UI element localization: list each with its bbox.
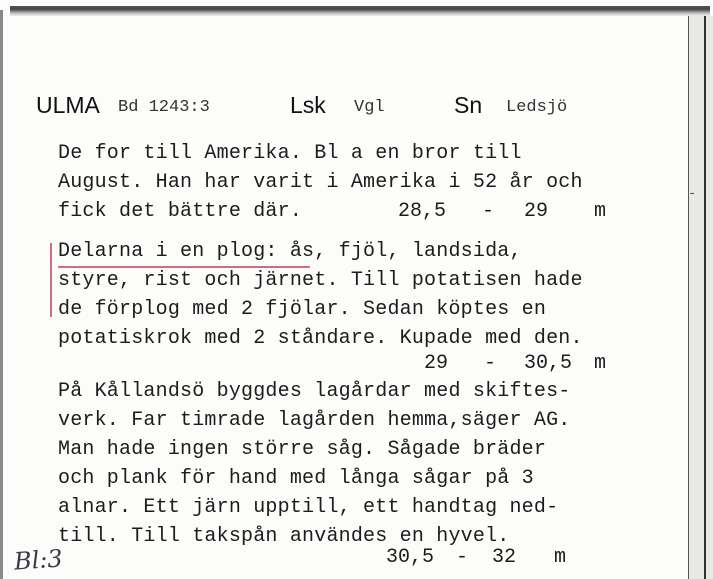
text-line: till. Till takspån användes en hyvel.	[58, 525, 510, 548]
header-lsk-label: Lsk	[290, 92, 326, 118]
card-right-frame-line	[704, 16, 706, 579]
red-margin-line	[50, 243, 52, 317]
range-unit: m	[594, 352, 607, 375]
red-underline	[58, 266, 310, 268]
text-line: alnar. Ett järn upptill, ett handtag ned-	[58, 496, 559, 519]
range-unit: m	[594, 200, 607, 223]
range-end: 32	[492, 546, 517, 569]
range-start: 28,5	[398, 200, 447, 223]
range-separator: -	[482, 200, 495, 223]
range-end: 30,5	[524, 352, 573, 375]
range-end: 29	[524, 200, 549, 223]
card-left-edge	[0, 10, 3, 579]
text-line: och plank för hand med långa sågar på 3	[58, 467, 534, 490]
card-right-frame	[688, 16, 713, 579]
text-line: verk. Far timrade lagården hemma,säger AG.	[58, 409, 571, 432]
range-unit: m	[554, 546, 567, 569]
margin-mark: -	[688, 186, 697, 202]
header-title: ULMA	[36, 92, 100, 118]
text-line: styre, rist och järnet. Till potatisen hade	[58, 269, 583, 292]
text-line: de förplog med 2 fjölar. Sedan köptes en	[58, 298, 547, 321]
range-start: 29	[424, 352, 449, 375]
text-line: Delarna i en plog: ås, fjöl, landsida,	[58, 240, 522, 263]
text-line: Man hade ingen större såg. Sågade bräder	[58, 438, 547, 461]
text-line: August. Han har varit i Amerika i 52 år och	[58, 171, 583, 194]
handwritten-note: Bl:3	[13, 544, 64, 576]
range-start: 30,5	[386, 546, 435, 569]
header-ref: Bd 1243:3	[118, 98, 210, 117]
header-lsk-value: Vgl	[354, 98, 385, 117]
header-sn-value: Ledsjö	[506, 98, 568, 117]
text-line: fick det bättre där.	[58, 200, 303, 223]
text-line: På Kållandsö byggdes lagårdar med skiftes-	[58, 380, 571, 403]
range-separator: -	[456, 546, 469, 569]
header-sn-label: Sn	[454, 92, 483, 118]
text-line: potatiskrok med 2 ståndare. Kupade med den.	[58, 327, 583, 350]
card-top-edge	[10, 6, 710, 16]
range-separator: -	[484, 352, 497, 375]
text-line: De for till Amerika. Bl a en bror till	[58, 142, 522, 165]
